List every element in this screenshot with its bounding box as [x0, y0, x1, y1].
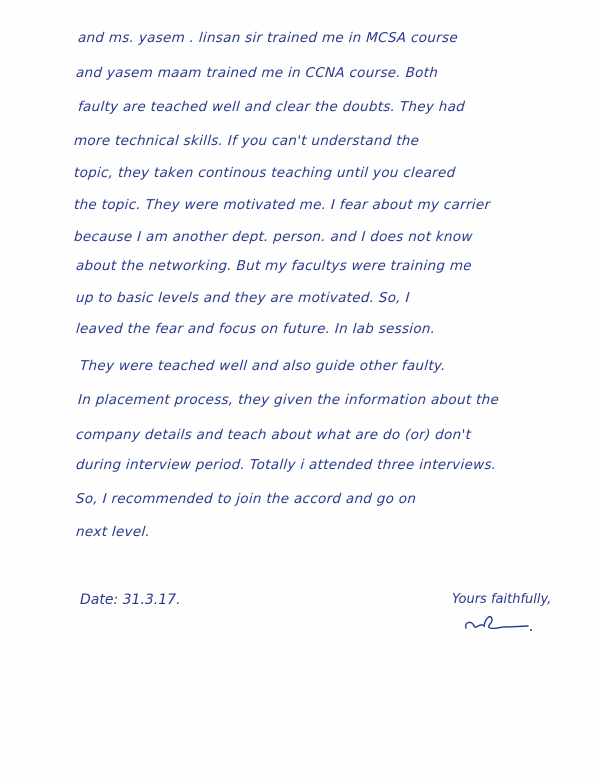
closing-salutation: Yours faithfully, — [452, 592, 552, 607]
body-line: faulty are teached well and clear the doubts. They had — [77, 99, 466, 115]
body-line: and yasem maam trained me in CCNA course. Both — [75, 65, 439, 81]
body-line: leaved the fear and focus on future. In lab session. — [75, 321, 436, 337]
body-line: topic, they taken continous teaching until you cleared — [73, 165, 457, 181]
body-line: In placement process, they given the information about the — [77, 392, 500, 408]
body-line: about the networking. But my facultys were training me — [75, 258, 473, 274]
body-line: up to basic levels and they are motivated. So, I — [75, 290, 411, 306]
body-line: So, I recommended to join the accord and go on — [75, 491, 417, 507]
date-line: Date: 31.3.17. — [80, 592, 181, 608]
body-line: because I am another dept. person. and I does not know — [73, 229, 474, 245]
body-line: and ms. yasem . linsan sir trained me in MCSA course — [77, 30, 459, 46]
body-line: the topic. They were motivated me. I fear about my carrier — [73, 197, 491, 213]
body-line: company details and teach about what are do (or) don't — [75, 427, 472, 443]
body-line: next level. — [75, 524, 151, 540]
body-line: during interview period. Totally i attended three interviews. — [75, 457, 497, 473]
signature-mark — [462, 612, 532, 634]
body-line: more technical skills. If you can't understand the — [73, 133, 420, 149]
body-line: They were teached well and also guide other faulty. — [79, 358, 447, 374]
